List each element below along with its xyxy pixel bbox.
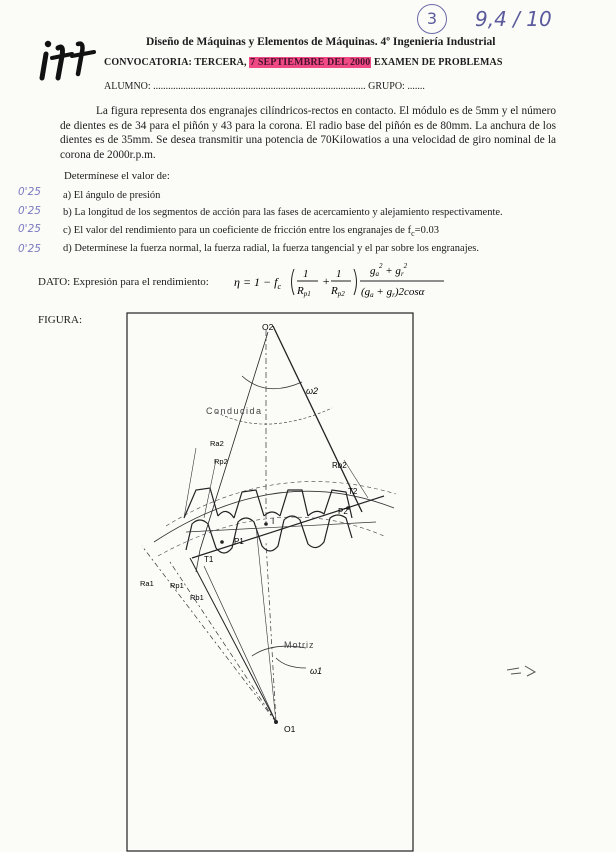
frac3-den-sub-a: a bbox=[370, 291, 374, 299]
gear-mesh-diagram bbox=[126, 312, 414, 852]
frac1-den-sub: p1 bbox=[303, 290, 311, 298]
exam-type: EXAMEN DE PROBLEMAS bbox=[371, 57, 503, 68]
omega1-arc bbox=[276, 658, 306, 668]
frac3-num-plus-g: + g bbox=[382, 265, 401, 277]
university-logo bbox=[38, 38, 110, 82]
gear-teeth-lower bbox=[186, 515, 352, 553]
frac2-den: R bbox=[331, 285, 338, 297]
frac3-den-c: )2cosα bbox=[394, 286, 425, 298]
frac3-den-sub-r: r bbox=[392, 291, 395, 299]
ra2-label: Ra2 bbox=[210, 439, 224, 448]
svg-text:ga2 + gr2 bbox=[370, 262, 408, 278]
ra2-leader bbox=[184, 448, 196, 518]
question-c-value: =0.03 bbox=[414, 225, 439, 236]
dato-label: DATO: Expresión para el rendimiento: bbox=[38, 276, 209, 288]
pitch-point-i bbox=[264, 522, 268, 526]
t1-tick bbox=[196, 550, 200, 572]
ra1-label: Ra1 bbox=[140, 579, 154, 588]
rp2-label: Rp2 bbox=[214, 457, 228, 466]
frac3-num-sup-r: 2 bbox=[403, 262, 408, 270]
rp1-line bbox=[170, 562, 276, 722]
pinion-addendum-arc bbox=[158, 517, 384, 556]
question-b: b) La longitud de los segmentos de acción para las fases de acercamiento y alejamiento respectivamente. bbox=[63, 207, 503, 218]
problem-statement: La figura representa dos engranajes cilíndricos-rectos en contacto. El módulo es de 5mm y el número de dientes es de 34 para el piñón y 43 para la corona. El radio base del piñón es de 80mm. La anchura de los dientes es de 35mm. Se desea transmitir una potencia de 70Kilowatios a una velocidad de giro nominal de la corona de 2000r.p.m. bbox=[60, 105, 556, 161]
exam-call-line bbox=[104, 57, 503, 68]
frac3-num-sub-a: a bbox=[375, 270, 379, 278]
ra1-line bbox=[142, 546, 276, 722]
svg-text:(ga + gr)2cosα bbox=[361, 286, 425, 299]
frac3-den-a: (g bbox=[361, 286, 371, 298]
highlighted-date: 7 SEPTIEMBRE DEL 2000 bbox=[250, 57, 371, 68]
i-label: I bbox=[272, 517, 275, 526]
rb1-label: Rb1 bbox=[190, 593, 204, 602]
score-mark: 9,4 / 10 bbox=[475, 7, 552, 31]
o1-point bbox=[274, 720, 278, 724]
motriz-label: Motriz bbox=[284, 640, 315, 650]
stray-pen-mark bbox=[505, 662, 539, 680]
p2-label: P2 bbox=[338, 507, 348, 516]
rb1-line bbox=[190, 558, 276, 722]
svg-text:Rp1 bbox=[296, 285, 311, 298]
margin-mark-b: 0'25 bbox=[18, 205, 41, 217]
rb2-label: Rb2 bbox=[332, 461, 347, 470]
t2-label: T2 bbox=[348, 487, 358, 496]
o2-to-p2-line bbox=[273, 326, 362, 512]
frac3-den-b: + g bbox=[373, 286, 393, 298]
question-a: a) El ángulo de presión bbox=[63, 190, 161, 201]
conducida-label: Conducida bbox=[206, 406, 263, 416]
margin-mark-d: 0'25 bbox=[18, 243, 41, 255]
figure-label: FIGURA: bbox=[38, 314, 83, 326]
question-c bbox=[63, 225, 439, 238]
course-title: Diseño de Máquinas y Elementos de Máquinas. 4º Ingeniería Industrial bbox=[146, 36, 496, 48]
formula-fc-sub: c bbox=[277, 282, 282, 291]
question-d: d) Determínese la fuerza normal, la fuerza radial, la fuerza tangencial y el par sobre los engranajes. bbox=[63, 243, 479, 254]
frac3-num-g: g bbox=[370, 265, 376, 277]
o1-axis-line bbox=[266, 542, 276, 722]
frac1-den: R bbox=[297, 285, 304, 297]
o1-to-i-line bbox=[256, 526, 276, 722]
svg-text:η = 1 − fc bbox=[234, 275, 281, 291]
omega2-label: ω2 bbox=[306, 386, 319, 396]
frac1-num: 1 bbox=[303, 268, 309, 280]
grade-circle-mark: 3 bbox=[417, 4, 447, 34]
margin-mark-a: 0'25 bbox=[18, 186, 41, 198]
questions-intro: Determínese el valor de: bbox=[64, 170, 170, 182]
o1-to-t1-line bbox=[204, 566, 276, 722]
formula-plus: + bbox=[322, 274, 331, 288]
frac2-num: 1 bbox=[336, 268, 342, 280]
t1-label: T1 bbox=[204, 555, 214, 564]
formula-eta: η = 1 − f bbox=[234, 275, 278, 289]
frac3-num-sup-a: 2 bbox=[379, 262, 383, 270]
frac3-num-sub-r: r bbox=[400, 270, 404, 278]
point-p1 bbox=[220, 540, 224, 544]
o1-label: O1 bbox=[284, 724, 296, 734]
question-c-text: c) El valor del rendimiento para un coeficiente de fricción entre los engranajes de f bbox=[63, 225, 412, 236]
exam-call-prefix: CONVOCATORIA: TERCERA, bbox=[104, 57, 250, 68]
frac2-den-sub: p2 bbox=[337, 290, 345, 298]
o2-label: O2 bbox=[262, 322, 274, 332]
efficiency-formula bbox=[234, 259, 446, 303]
question-c-subscript: c bbox=[411, 229, 415, 239]
rp1-label: Rp1 bbox=[170, 581, 184, 590]
p1-label: P1 bbox=[234, 537, 244, 546]
svg-text:Rp2 bbox=[330, 285, 345, 298]
line-of-action bbox=[192, 496, 384, 558]
student-group-line: ALUMNO: ..................................................................................... GRUPO: ....... bbox=[104, 81, 425, 92]
omega1-label: ω1 bbox=[310, 666, 323, 676]
margin-mark-c: 0'25 bbox=[18, 223, 41, 235]
